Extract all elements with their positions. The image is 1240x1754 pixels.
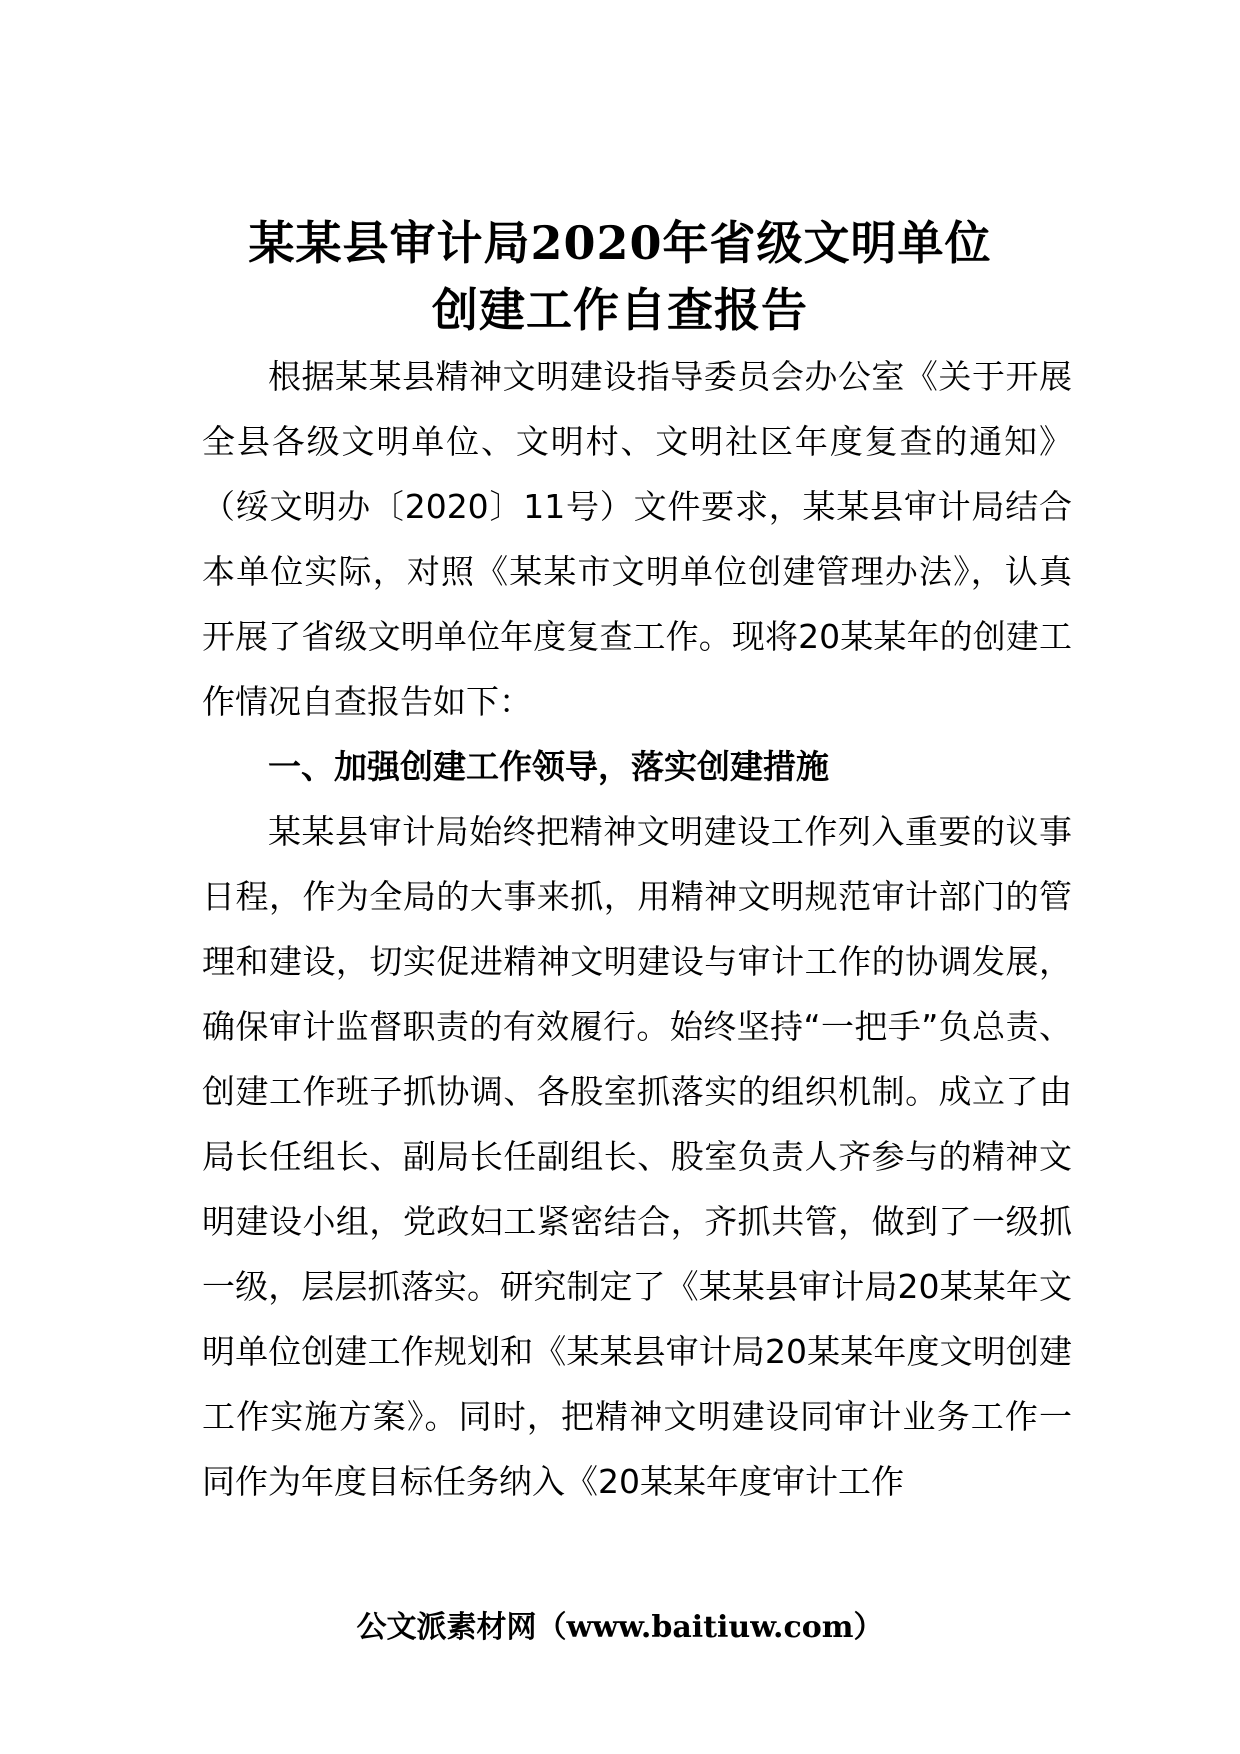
document-title-line2: 创建工作自查报告	[432, 283, 808, 337]
section-heading-1: 一、加强创建工作领导，落实创建措施	[268, 747, 829, 786]
body-paragraph-intro: 根据某某县精神文明建设指导委员会办公室《关于开展全县各级文明单位、文明村、文明社区年度复查的通知》（绥文明办〔2020〕11号）文件要求，某某县审计局结合本单位实际，对照《某某市文明单位创建管理办法》，认真开展了省级文明单位年度复查工作。现将20某某年的创建工作情况自查报告如下：	[202, 357, 1072, 721]
footer-source-text: 公文派素材网（www.baitiuw.com）	[356, 1610, 884, 1645]
document-title-line1: 某某县审计局2020年省级文明单位	[248, 216, 992, 270]
body-paragraph-section1: 某某县审计局始终把精神文明建设工作列入重要的议事日程，作为全局的大事来抓，用精神文明规范审计部门的管理和建设，切实促进精神文明建设与审计工作的协调发展，确保审计监督职责的有效履行。始终坚持“一把手”负总责、创建工作班子抓协调、各股室抓落实的组织机制。成立了由局长任组长、副局长任副组长、股室负责人齐参与的精神文明建设小组，党政妇工紧密结合，齐抓共管，做到了一级抓一级，层层抓落实。研究制定了《某某县审计局20某某年文明单位创建工作规划和《某某县审计局20某某年度文明创建工作实施方案》。同时，把精神文明建设同审计业务工作一同作为年度目标任务纳入《20某某年度审计工作	[202, 812, 1072, 1501]
